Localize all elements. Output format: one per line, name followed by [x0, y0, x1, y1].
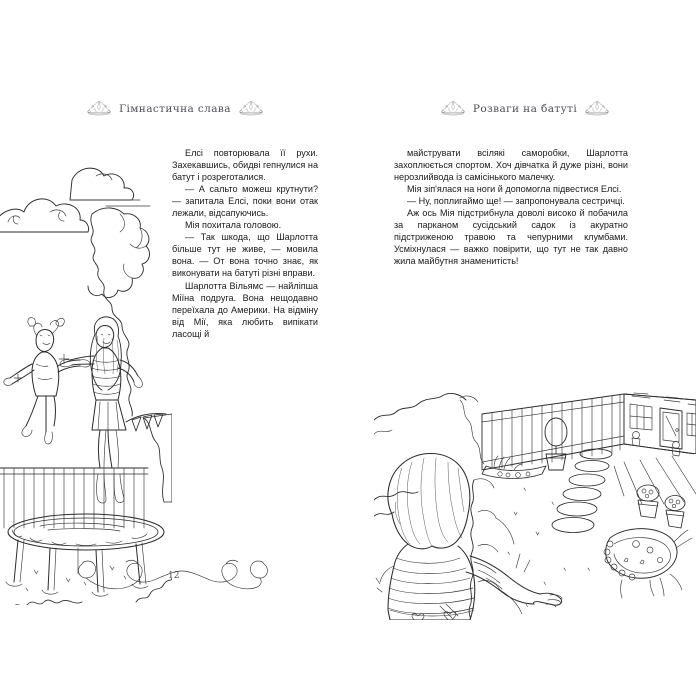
- left-running-head-text: Гімнастична слава: [119, 102, 231, 115]
- paragraph: — Ну, поплигаймо ще! — запропонувала сестричці.: [407, 196, 625, 207]
- tiara-icon: [86, 101, 112, 116]
- left-column-text: [172, 147, 318, 340]
- garden-illustration: [374, 392, 696, 620]
- left-running-head: [0, 101, 350, 116]
- tiara-icon: [238, 101, 264, 116]
- paragraph: — Так шкода, що Шарлотта більше тут не живе, — мовила вона. — От вона точно знає, як виконувати на батуті різні вправи.: [172, 232, 318, 279]
- tiara-icon: [584, 101, 610, 116]
- paragraph: Шарлотта Вільямс — найліпша Міїна подруга. Вона нещодавно переїхала до Америки. На відміну від Мії, яка любить випікати ласощі й: [172, 280, 318, 339]
- paragraph: Елсі повторювала її рухи. Захекавшись, обидві гепнулися на батут і розреготалися.: [172, 148, 318, 183]
- paragraph: майструвати всілякі саморобки, Шарлотта захоплюється спортом. Хоч дівчатка й дуже різні, вони нерозлийвода із самісінького малечку.: [394, 148, 628, 183]
- tiara-icon: [440, 101, 466, 116]
- right-running-head-text: Розваги на батуті: [472, 102, 578, 115]
- page-number: 12: [168, 571, 180, 581]
- paragraph: Аж ось Мія підстрибнула доволі високо й побачила за парканом сусідський садок із акуратно підстриженою травою та чепурними клумбами. Усміхнулася — важко повірити, що тут не так давно жила майбутня знаменитість!: [394, 208, 628, 267]
- paragraph: Мія зіп'ялася на ноги й допомогла підвестися Елсі.: [407, 184, 622, 195]
- paragraph: Мія похитала головою.: [185, 220, 282, 231]
- right-running-head: [350, 101, 700, 116]
- trampoline-illustration: [0, 150, 172, 605]
- right-column-text: [394, 147, 628, 267]
- paragraph: — А сальто можеш крутнути? — запитала Елсі, поки вони отак лежали, відсапуючись.: [172, 184, 318, 219]
